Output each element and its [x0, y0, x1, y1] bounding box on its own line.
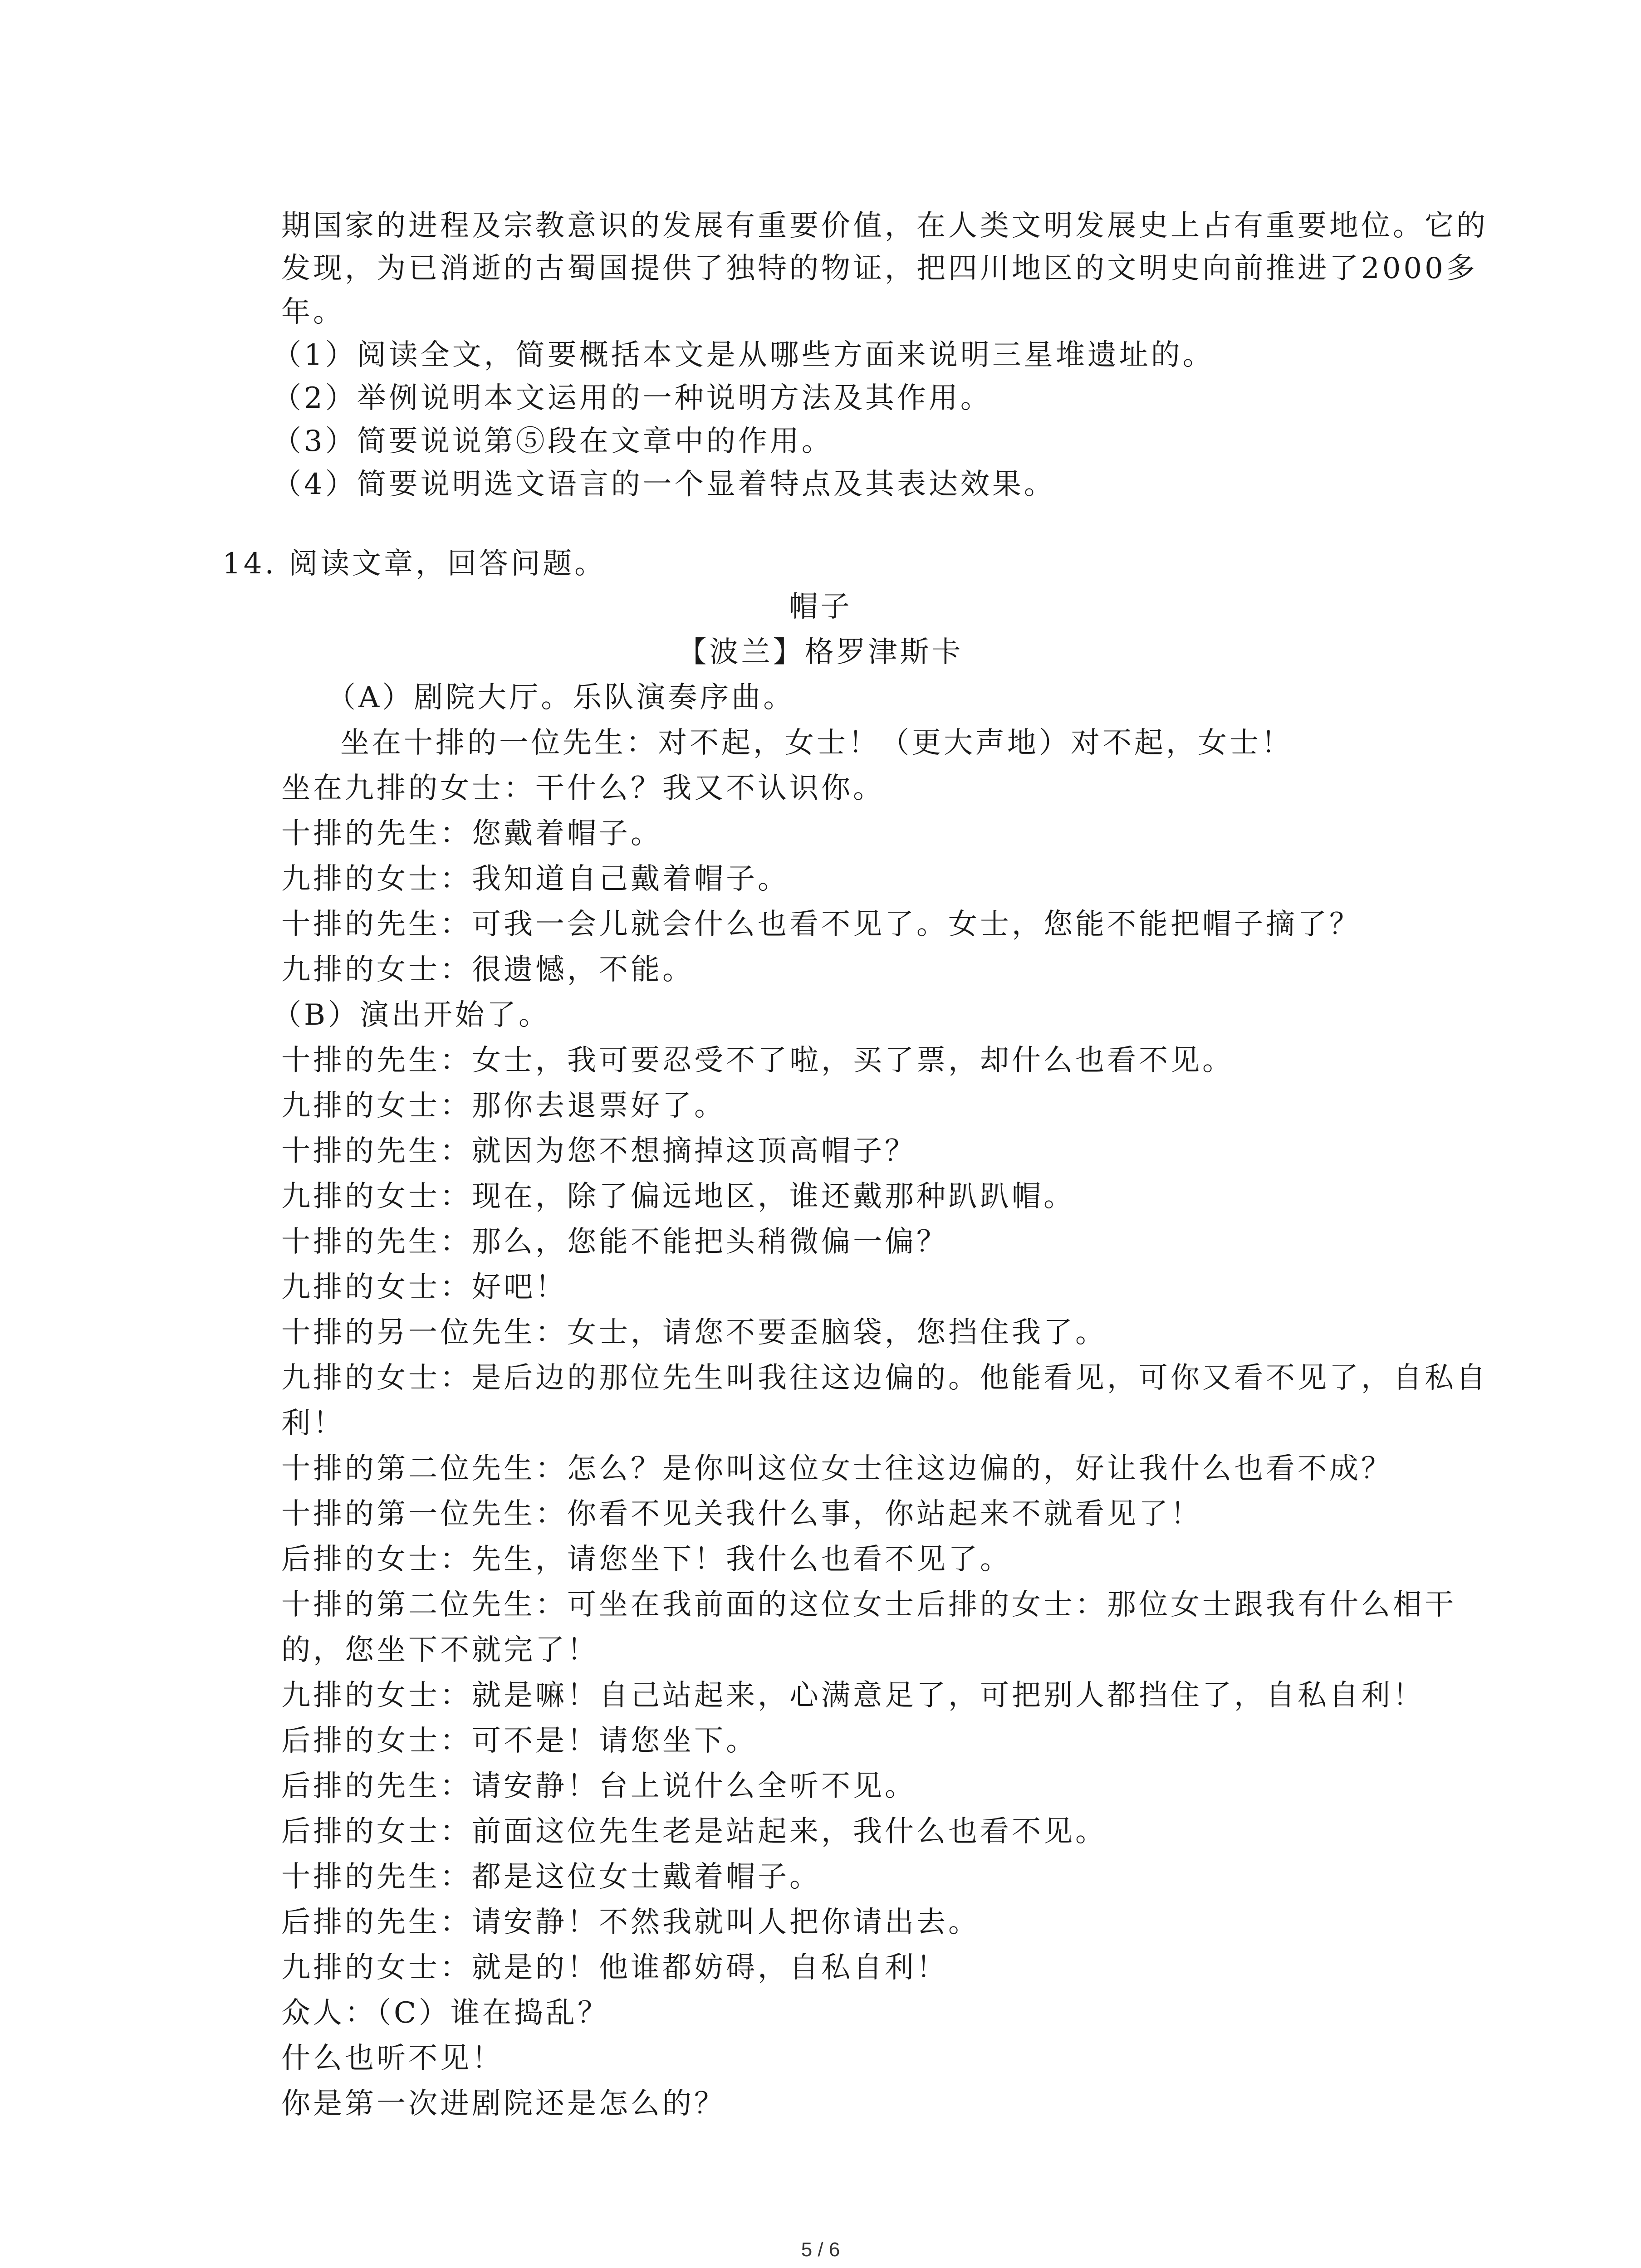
dialogue-line: 十排的先生：可我一会儿就会什么也看不见了。女士，您能不能把帽子摘了？	[281, 908, 1361, 941]
stage-direction-a: （A）剧院大厅。乐队演奏序曲。	[327, 681, 795, 714]
q13-subquestion-1: （1）阅读全文，简要概括本文是从哪些方面来说明三星堆遗址的。	[272, 338, 1215, 372]
q14-prompt: 14. 阅读文章，回答问题。	[222, 547, 607, 581]
dialogue-line: 十排的第二位先生：可坐在我前面的这位女士后排的女士：那位女士跟我有什么相干	[281, 1588, 1456, 1622]
dialogue-line: 后排的女士：前面这位先生老是站起来，我什么也看不见。	[281, 1815, 1107, 1848]
dialogue-line: 你是第一次进剧院还是怎么的？	[281, 2087, 726, 2121]
intro-line-2: 发现，为已消逝的古蜀国提供了独特的物证，把四川地区的文明史向前推进了2000多	[281, 252, 1478, 285]
dialogue-line: 坐在九排的女士：干什么？我又不认识你。	[281, 772, 885, 805]
dialogue-line: 众人：（C）谁在捣乱？	[281, 1996, 609, 2030]
article-title: 帽子	[789, 590, 852, 624]
q13-subquestion-3: （3）简要说说第⑤段在文章中的作用。	[272, 425, 833, 458]
dialogue-line: 九排的女士：现在，除了偏远地区，谁还戴那种趴趴帽。	[281, 1180, 1075, 1213]
dialogue-first-line: 坐在十排的一位先生：对不起，女士！（更大声地）对不起，女士！	[340, 726, 1293, 760]
dialogue-line: 九排的女士：就是嘛！自己站起来，心满意足了，可把别人都挡住了，自私自利！	[281, 1679, 1425, 1712]
intro-line-3: 年。	[281, 295, 345, 329]
dialogue-line: 九排的女士：我知道自己戴着帽子。	[281, 862, 789, 896]
dialogue-line: 十排的第二位先生：怎么？是你叫这位女士往这边偏的，好让我什么也看不成？	[281, 1452, 1393, 1486]
dialogue-line: 后排的女士：可不是！请您坐下。	[281, 1724, 758, 1758]
q13-subquestion-2: （2）举例说明本文运用的一种说明方法及其作用。	[272, 381, 992, 415]
dialogue-line: 十排的另一位先生：女士，请您不要歪脑袋，您挡住我了。	[281, 1316, 1107, 1349]
dialogue-line: 十排的先生：您戴着帽子。	[281, 817, 662, 850]
dialogue-line: 九排的女士：就是的！他谁都妨碍，自私自利！	[281, 1951, 948, 1984]
dialogue-line: 十排的先生：那么，您能不能把头稍微偏一偏？	[281, 1225, 948, 1259]
dialogue-line: 后排的先生：请安静！不然我就叫人把你请出去。	[281, 1906, 980, 1939]
dialogue-line: 后排的女士：先生，请您坐下！我什么也看不见了。	[281, 1543, 1012, 1576]
q13-subquestion-4: （4）简要说明选文语言的一个显着特点及其表达效果。	[272, 468, 1056, 501]
dialogue-line: 后排的先生：请安静！台上说什么全听不见。	[281, 1769, 916, 1803]
stage-direction-b: （B）演出开始了。	[272, 998, 551, 1032]
dialogue-line: 十排的先生：就因为您不想摘掉这顶高帽子？	[281, 1134, 916, 1168]
dialogue-line: 九排的女士：是后边的那位先生叫我往这边偏的。他能看见，可你又看不见了，自私自	[281, 1361, 1488, 1395]
article-author: 【波兰】格罗津斯卡	[677, 635, 964, 669]
page-number: 5 / 6	[801, 2239, 840, 2261]
dialogue-line: 的，您坐下不就完了！	[281, 1633, 599, 1667]
dialogue-line: 九排的女士：那你去退票好了。	[281, 1089, 726, 1123]
dialogue-line: 十排的第一位先生：你看不见关我什么事，你站起来不就看见了！	[281, 1497, 1202, 1531]
dialogue-line: 九排的女士：好吧！	[281, 1271, 567, 1304]
dialogue-line: 什么也听不见！	[281, 2042, 504, 2075]
dialogue-line: 十排的先生：都是这位女士戴着帽子。	[281, 1860, 821, 1894]
intro-line-1: 期国家的进程及宗教意识的发展有重要价值，在人类文明发展史上占有重要地位。它的	[281, 209, 1488, 243]
dialogue-line: 利！	[281, 1407, 345, 1440]
dialogue-line: 十排的先生：女士，我可要忍受不了啦，买了票，却什么也看不见。	[281, 1044, 1234, 1077]
dialogue-line: 九排的女士：很遗憾，不能。	[281, 953, 694, 987]
